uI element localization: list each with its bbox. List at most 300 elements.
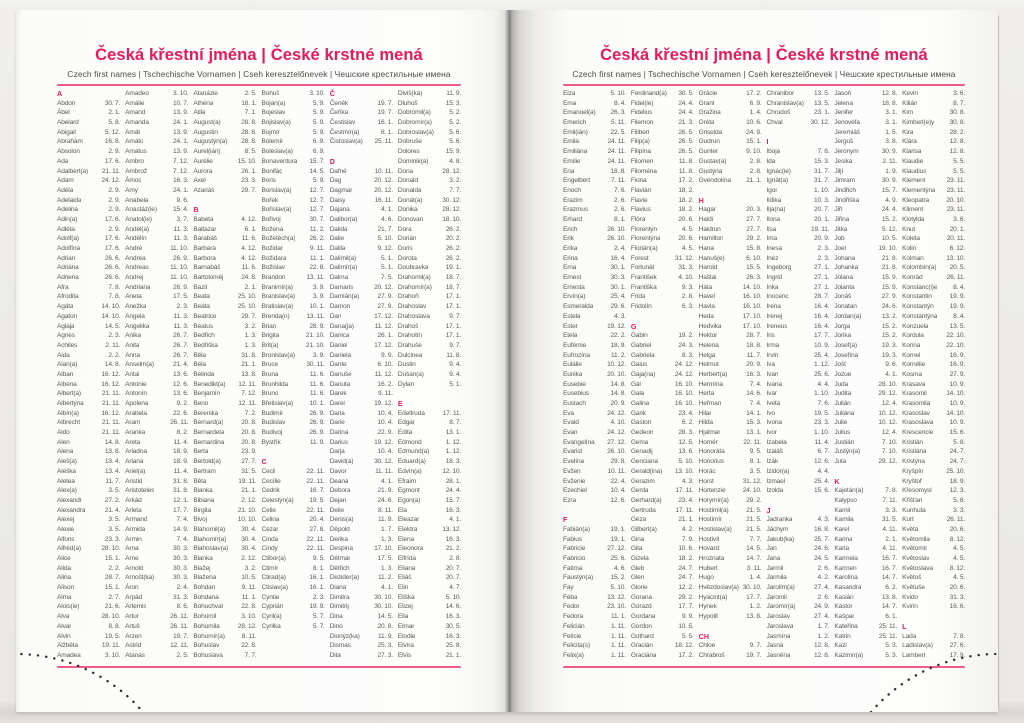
name-entry — [398, 515, 461, 525]
name-day-date: 30. 11. — [306, 361, 325, 369]
first-name: Job — [834, 235, 845, 243]
name-day-date: 24. 11. — [607, 138, 626, 146]
name-entry — [902, 477, 965, 487]
name-entry — [193, 215, 256, 225]
blank-row — [262, 632, 325, 642]
first-name: Ábel — [57, 109, 70, 117]
first-name: Eunika — [563, 370, 583, 378]
name-entry — [125, 196, 188, 206]
name-day-date: 8. 11. — [378, 506, 393, 514]
first-name: Johana — [834, 254, 856, 262]
name-entry — [125, 263, 188, 273]
name-day-date: 11. 3. — [173, 235, 189, 243]
name-day-date: 11. 2. — [309, 225, 325, 233]
first-name: Helena — [698, 341, 719, 349]
name-entry — [631, 496, 694, 506]
first-name: Donika — [397, 206, 418, 214]
page-title: Česká křestní jména | České krstné mená — [600, 46, 928, 64]
first-name: Darja — [329, 448, 345, 456]
name-day-date: 11. 7. — [105, 477, 121, 485]
name-day-date: 2. 8. — [749, 157, 762, 165]
name-entry — [699, 89, 762, 99]
name-day-date: 26. 6. — [104, 264, 121, 272]
first-name: Boris — [261, 177, 276, 185]
name-entry — [834, 196, 897, 206]
name-entry — [57, 602, 120, 612]
name-entry — [631, 389, 694, 399]
name-day-date: 2. 3. — [108, 332, 121, 340]
name-entry — [193, 176, 256, 186]
name-day-date: 8. 4. — [953, 283, 965, 291]
name-day-date: 14. 10. — [101, 312, 121, 320]
name-entry — [631, 157, 694, 167]
name-day-date: 18. 3. — [445, 458, 462, 466]
name-entry — [398, 263, 461, 273]
first-name: Bruna — [261, 370, 279, 378]
name-day-date: 13. 11. — [306, 274, 325, 282]
first-name: Irenej — [766, 312, 783, 320]
name-entry — [834, 573, 897, 583]
name-day-date: 4. 12. — [241, 215, 257, 223]
name-day-date: 15. 6. — [814, 487, 830, 495]
name-day-date: 13. 4. — [104, 458, 121, 466]
name-day-date: 3. 9. — [312, 283, 325, 291]
name-day-date: 1. 11. — [611, 642, 626, 650]
name-entry — [699, 292, 762, 302]
name-day-date: 31. 3. — [173, 593, 189, 601]
name-day-date: 12. 7. — [309, 206, 325, 214]
name-day-date: 13. 2. — [881, 312, 898, 320]
name-entry — [563, 205, 626, 215]
name-entry — [193, 322, 256, 332]
first-name: Ilsa — [766, 225, 777, 233]
name-day-date: 16. 10. — [742, 293, 762, 301]
first-name: Felície — [563, 632, 582, 640]
first-name: Abelard — [57, 119, 79, 127]
name-day-date: 4. 6. — [381, 215, 393, 223]
first-name: Beáta — [193, 303, 210, 311]
name-entry — [125, 380, 188, 390]
first-name: Bohuslava — [193, 651, 223, 659]
name-entry — [398, 641, 461, 651]
first-name: Edgar — [397, 419, 415, 427]
first-name: Joel — [834, 245, 846, 252]
name-entry — [125, 292, 188, 302]
name-entry — [193, 535, 256, 545]
name-entry — [262, 583, 325, 593]
letter-header: Č — [329, 89, 335, 98]
name-entry — [57, 322, 120, 332]
first-name: Gustav(a) — [698, 157, 727, 165]
name-day-date: 16. 1. — [309, 584, 325, 592]
name-entry — [57, 341, 120, 351]
first-name: Barbora — [193, 254, 216, 262]
name-day-date: 22. 11. — [306, 506, 325, 514]
first-name: Krasava — [902, 380, 926, 388]
name-entry — [699, 370, 762, 380]
name-entry — [699, 641, 762, 651]
first-name: Běla — [193, 351, 206, 359]
name-day-date: 28. 8. — [241, 119, 257, 127]
name-day-date: 23. 4. — [678, 409, 694, 417]
first-name: Amanda — [125, 119, 149, 127]
first-name: Dětřich — [329, 564, 350, 572]
first-name: Dita — [329, 651, 341, 659]
name-entry — [262, 477, 325, 487]
name-day-date: 10. 9. — [814, 341, 830, 349]
name-day-date: 3. 5. — [108, 525, 121, 533]
first-name: Jasněna — [766, 651, 791, 659]
name-entry — [262, 292, 325, 302]
name-entry — [766, 602, 829, 612]
name-day-date: 21. 1. — [746, 177, 762, 185]
name-day-date: 4. 3. — [681, 477, 694, 485]
name-entry — [330, 418, 393, 428]
first-name: Ctibor(a) — [261, 555, 286, 562]
name-day-date: 13. 1. — [445, 429, 462, 437]
name-entry — [902, 409, 965, 419]
first-name: Derika — [329, 535, 348, 543]
name-day-date: 20. 4. — [309, 516, 325, 524]
name-entry — [57, 312, 120, 322]
first-name: Karmen — [834, 564, 857, 572]
name-day-date: 21. 1. — [445, 651, 462, 659]
first-name: Honoráta — [698, 448, 725, 456]
columns-left — [57, 89, 461, 661]
name-day-date: 6. 10. — [377, 361, 393, 369]
name-day-date: 17. 1. — [445, 293, 462, 301]
name-day-date: 4. 1. — [885, 370, 898, 378]
name-entry — [125, 583, 188, 593]
letter-header: E — [397, 399, 403, 408]
first-name: Brigita — [261, 332, 280, 340]
first-name: Amáto — [125, 138, 144, 146]
name-entry — [262, 506, 325, 516]
first-name: Bohdana — [193, 593, 219, 601]
first-name: Ildika — [766, 196, 781, 204]
name-day-date: 2. 6. — [613, 196, 626, 204]
first-name: Julie — [834, 419, 848, 427]
name-day-date: 6. 1. — [244, 225, 257, 233]
first-name: Josefína — [834, 351, 859, 359]
first-name: Danuta — [329, 380, 351, 388]
name-entry — [330, 583, 393, 593]
name-entry — [262, 128, 325, 138]
first-name: Armin — [125, 535, 142, 543]
name-entry — [563, 380, 626, 390]
name-entry — [834, 438, 897, 448]
first-name: Alexandr — [57, 496, 82, 504]
name-day-date: 24. 11. — [607, 148, 626, 156]
name-entry — [631, 137, 694, 147]
name-day-date: 10. 3. — [814, 196, 830, 204]
name-entry — [563, 573, 626, 583]
name-entry — [766, 176, 829, 186]
name-entry — [398, 447, 461, 457]
name-entry — [398, 622, 461, 632]
name-day-date: 20. 8. — [241, 438, 257, 446]
first-name: Budislav — [261, 419, 286, 427]
name-entry — [631, 283, 694, 293]
first-name: Andrea — [125, 254, 146, 262]
name-day-date: 19. 5. — [814, 409, 830, 417]
name-entry — [834, 254, 897, 264]
name-column — [902, 89, 965, 661]
name-entry — [193, 593, 256, 603]
name-day-date: 18. 7. — [445, 283, 462, 291]
first-name: Krescencie — [902, 429, 934, 437]
first-name: Budimír — [261, 409, 284, 417]
name-day-date: 7. 8. — [108, 293, 121, 301]
name-entry — [262, 137, 325, 147]
first-name: Božena — [261, 225, 283, 233]
name-entry — [834, 389, 897, 399]
first-name: Griselda — [698, 128, 723, 136]
first-name: Julius — [834, 429, 851, 437]
name-entry — [262, 389, 325, 399]
first-name: Jarmil — [766, 564, 784, 572]
name-entry — [902, 254, 965, 264]
name-entry — [563, 137, 626, 147]
first-name: Ivar — [766, 390, 777, 398]
name-day-date: 15. 4. — [173, 206, 189, 214]
first-name: Kornel — [902, 351, 921, 359]
name-entry — [125, 322, 188, 332]
name-entry — [834, 322, 897, 332]
first-name: Bohuchval — [193, 603, 223, 611]
name-day-date: 20. 9. — [814, 235, 830, 243]
name-entry — [563, 351, 626, 361]
name-entry — [125, 593, 188, 603]
name-entry — [834, 215, 897, 225]
name-day-date: 16. 10. — [674, 380, 694, 388]
name-day-date: 7. 11. — [611, 177, 626, 185]
name-day-date: 13. 8. — [104, 448, 121, 456]
name-day-date: 17. 6. — [104, 157, 121, 165]
first-name: Dalila — [329, 245, 346, 252]
first-name: Absolon — [57, 148, 80, 156]
name-entry — [193, 292, 256, 302]
name-day-date: 16. 8. — [104, 138, 121, 146]
first-name: Jonatan — [834, 303, 857, 311]
first-name: Kolman — [902, 254, 924, 262]
blank-row — [699, 622, 762, 632]
name-entry — [631, 622, 694, 632]
name-entry — [834, 399, 897, 409]
name-entry — [57, 477, 120, 487]
first-name: Božislav — [261, 264, 285, 272]
name-entry — [262, 215, 325, 225]
first-name: Klarisa — [902, 148, 922, 156]
first-name: Alfons — [57, 535, 75, 543]
name-day-date: 1. 5. — [885, 128, 898, 136]
first-name: Ernest — [563, 274, 582, 282]
name-entry — [57, 99, 120, 109]
name-entry — [125, 438, 188, 448]
name-day-date: 4. 6. — [613, 564, 626, 572]
first-name: Eliáš — [397, 574, 412, 582]
name-entry — [125, 341, 188, 351]
name-entry — [902, 205, 965, 215]
first-name: Erazim — [563, 196, 583, 204]
name-entry — [902, 583, 965, 593]
name-entry — [699, 389, 762, 399]
first-name: Konzuela — [902, 322, 929, 330]
name-entry — [262, 108, 325, 118]
first-name: Čistoslav(a) — [329, 138, 363, 146]
name-day-date: 20. 11. — [946, 235, 965, 243]
name-entry — [398, 254, 461, 264]
name-day-date: 21. 11. — [101, 390, 121, 398]
name-day-date: 23. 9. — [241, 448, 257, 456]
first-name: Davor — [329, 467, 347, 475]
first-name: Ilja(na) — [766, 206, 786, 214]
name-entry — [193, 399, 256, 409]
name-entry — [631, 147, 694, 157]
first-name: Eleazar — [397, 516, 420, 524]
name-day-date: 3. 5. — [108, 487, 121, 495]
name-day-date: 1. 10. — [814, 186, 830, 194]
name-entry — [699, 302, 762, 312]
name-entry — [125, 602, 188, 612]
first-name: Amát — [125, 128, 140, 136]
name-entry — [834, 167, 897, 177]
first-name: Bojan(a) — [261, 99, 286, 107]
name-entry — [563, 292, 626, 302]
header-rule — [57, 84, 461, 86]
name-day-date: 2. 12. — [241, 496, 257, 504]
name-day-date: 5. 1. — [381, 264, 393, 272]
name-day-date: 27. 1. — [814, 283, 830, 291]
name-day-date: 18. 9. — [949, 477, 965, 485]
name-day-date: 24. 4. — [678, 109, 694, 117]
first-name: Damon — [329, 303, 351, 311]
first-name: Agáta — [57, 303, 74, 311]
name-day-date: 13. 6. — [173, 370, 189, 378]
name-day-date: 15. 9. — [881, 283, 898, 291]
name-day-date: 18. 9. — [610, 341, 626, 349]
first-name: Aida — [57, 351, 70, 359]
first-name: Květuše — [902, 584, 925, 592]
name-entry — [902, 283, 965, 293]
name-day-date: 15. 3. — [445, 99, 462, 107]
name-day-date: 13. 8. — [241, 370, 257, 378]
first-name: Anežka — [125, 303, 147, 311]
name-entry — [57, 564, 120, 574]
name-entry — [902, 263, 965, 273]
name-entry — [902, 428, 965, 438]
name-entry — [262, 263, 325, 273]
name-entry — [193, 380, 256, 390]
first-name: Darek — [329, 390, 347, 398]
name-entry — [902, 564, 965, 574]
name-day-date: 20. 1. — [814, 215, 830, 223]
name-day-date: 26. 6. — [104, 274, 121, 282]
first-name: Diana — [329, 584, 347, 592]
first-name: Amadea — [57, 651, 81, 659]
name-entry — [57, 302, 120, 312]
first-name: Erna — [563, 264, 577, 272]
name-day-date: 18. 8. — [610, 167, 626, 175]
first-name: Dismas — [329, 642, 351, 650]
name-entry — [125, 351, 188, 361]
name-day-date: 13. 12. — [442, 525, 462, 533]
first-name: Ctirad(a) — [261, 574, 286, 582]
first-name: Čestislav — [329, 119, 356, 127]
name-day-date: 6. 10. — [746, 254, 762, 262]
name-day-date: 5. 10. — [445, 593, 462, 601]
name-day-date: 13. 9. — [173, 148, 189, 156]
first-name: Kira — [902, 128, 914, 136]
name-entry — [766, 467, 829, 477]
first-name: Angelika — [125, 322, 150, 330]
first-name: Borislav(a) — [261, 186, 292, 194]
first-name: Emílie — [563, 157, 581, 165]
first-name: Koleta — [902, 235, 920, 243]
name-entry — [125, 467, 188, 477]
name-day-date: 4. 5. — [953, 545, 965, 553]
first-name: Gorazd — [630, 603, 652, 611]
name-entry — [766, 447, 829, 457]
name-entry — [125, 254, 188, 264]
name-day-date: 22. 11. — [306, 477, 325, 485]
name-day-date: 30. 12. — [374, 458, 393, 466]
name-day-date: 11. 8. — [678, 167, 694, 175]
name-entry — [330, 467, 393, 477]
first-name: Anděl(a) — [125, 225, 149, 233]
name-day-date: 21. 10. — [237, 506, 257, 514]
name-day-date: 17. 2. — [678, 177, 694, 185]
first-name: Branimír(a) — [261, 283, 293, 291]
name-entry — [193, 331, 256, 341]
first-name: Jolanta — [834, 283, 855, 291]
first-name: Galina — [630, 400, 649, 407]
name-entry — [398, 292, 461, 302]
first-name: Filomen — [630, 157, 654, 165]
first-name: Justýn(a) — [834, 448, 861, 456]
name-day-date: 7. 7. — [449, 186, 462, 194]
name-day-date: 2. 9. — [108, 206, 121, 214]
first-name: Filibert — [630, 128, 650, 136]
first-name: Aristoteles — [125, 487, 155, 495]
name-day-date: 21. 4. — [173, 361, 189, 369]
name-entry — [631, 477, 694, 487]
name-day-date: 13. 6. — [678, 448, 694, 456]
first-name: Aurel(ián) — [193, 148, 221, 156]
name-entry — [330, 457, 393, 467]
name-day-date: 13. 4. — [104, 467, 121, 475]
letter-header: B — [193, 205, 199, 215]
name-entry — [563, 496, 626, 506]
first-name: Alexej — [57, 516, 75, 524]
first-name: Alen — [57, 438, 70, 446]
first-name: Beatus — [193, 322, 213, 330]
name-entry — [834, 583, 897, 593]
name-column — [330, 89, 393, 661]
first-name: Herta — [698, 390, 715, 398]
name-entry — [57, 496, 120, 506]
first-name: Artemis — [125, 603, 147, 611]
first-name: Fiona — [630, 177, 647, 185]
name-entry — [262, 370, 325, 380]
first-name: Andrej — [125, 274, 144, 282]
first-name: Bianka — [193, 487, 213, 495]
name-entry — [330, 205, 393, 215]
name-entry — [631, 467, 694, 477]
first-name: Bořivoj — [261, 215, 281, 223]
first-name: Gleb — [630, 564, 645, 572]
name-day-date: 2. 9. — [108, 196, 121, 204]
